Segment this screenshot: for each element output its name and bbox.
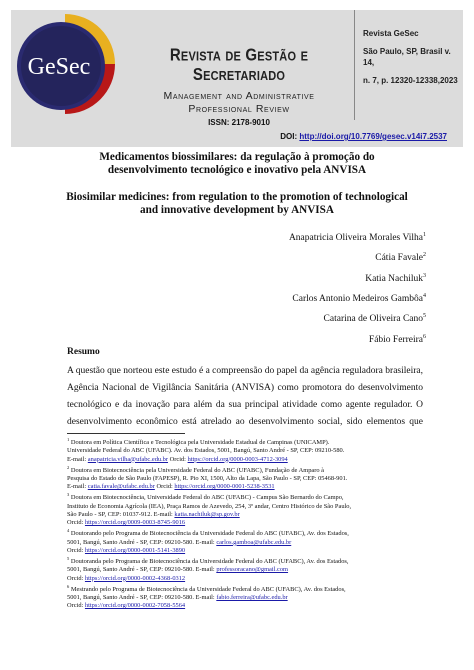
footnote-text: 5001, Bangú, Santo André - SP, CEP: 09210-580. E-mail: bbox=[67, 566, 215, 574]
abstract-line: Agência Nacional de Vigilância Sanitária (ANVISA) como promotora do desenvolvimento bbox=[67, 383, 423, 393]
doi-label: DOI: bbox=[280, 132, 298, 141]
email-link[interactable]: carlos.gamboa@ufabc.edu.br bbox=[216, 538, 292, 546]
footnotes bbox=[67, 436, 423, 611]
orcid-label: Orcid: bbox=[67, 546, 84, 554]
author-name: Katia Nachiluk bbox=[365, 273, 423, 284]
abstract-line: desenvolvimento econômico está atrelado ao desenvolvimento social, sido elementos que bbox=[67, 417, 423, 427]
footnote-text: Doutora em Política Científica e Tecnológica pela Universidade Estadual de Campinas (UNICAMP). bbox=[70, 439, 330, 447]
orcid-label: Orcid: bbox=[169, 455, 186, 463]
title-portuguese bbox=[60, 151, 414, 177]
footnote-text: Doutora em Biotecnociência, Universidade Federal do ABC (UFABC) - Campus São Bernardo do Campo, bbox=[70, 494, 344, 502]
footnote-6 bbox=[67, 583, 423, 611]
journal-subtitle-line1: Management and Administrative bbox=[163, 90, 315, 102]
orcid-link[interactable]: https://orcid.org/0000-0001-5141-3890 bbox=[84, 546, 186, 554]
footnote-text: Pesquisa do Estado de São Paulo (FAPESP), R. Pio XI, 1500, Alto da Lapa, São Paulo - SP, CEP: 05468-901. bbox=[67, 475, 348, 483]
email-link[interactable]: fabio.ferreira@ufabc.edu.br bbox=[216, 594, 288, 602]
footnote-text: E-mail: bbox=[67, 483, 87, 491]
header-divider bbox=[354, 10, 355, 120]
author bbox=[289, 329, 426, 349]
orcid-link[interactable]: https://orcid.org/0000-0002-7058-5564 bbox=[84, 602, 186, 610]
journal-meta bbox=[363, 28, 463, 93]
author-list bbox=[289, 227, 426, 349]
footnote-text: Doutora em Biotecnociência pela Universidade Federal do ABC (UFABC), Fundação de Amparo à bbox=[70, 466, 324, 474]
footnote-text: Mestrando pelo Programa de Biotecnociência da Universidade Federal do ABC (UFABC), Av. dos Estados, bbox=[70, 586, 346, 593]
footnote-text: Doutorando pelo Programa de Biotecnociência da Universidade Federal do ABC (UFABC), Av. dos Estados, bbox=[70, 530, 349, 538]
author-footnote-ref: 4 bbox=[423, 293, 426, 300]
orcid-label: Orcid: bbox=[67, 519, 84, 527]
footnote-text: Instituto de Economia Agrícola (IEA), Praça Ramos de Azevedo, 254, 3º andar, Centro Histórico de São Paulo, bbox=[67, 502, 352, 510]
footnote-text: Universidade Federal do ABC (UFABC). Av. dos Estados, 5001, Bangú, Santo André - SP, CEP: 09210-580. bbox=[67, 447, 345, 455]
footnote-separator bbox=[67, 433, 185, 434]
doi-line bbox=[280, 132, 447, 141]
email-link[interactable]: katia.nachiluk@sp.gov.br bbox=[174, 511, 240, 518]
footnote-3 bbox=[67, 491, 423, 527]
footnote-text: São Paulo - SP, CEP: 01037-912. E-mail: bbox=[67, 511, 173, 518]
footnote-number: 6 bbox=[67, 583, 70, 589]
author bbox=[289, 308, 426, 328]
orcid-link[interactable]: https://orcid.org/0000-0001-5238-3531 bbox=[174, 483, 275, 491]
footnote-number: 4 bbox=[67, 528, 70, 534]
author-name: Carlos Antonio Medeiros Gambôa bbox=[292, 294, 423, 305]
abstract-body bbox=[67, 363, 423, 431]
footnote-text: Doutoranda pelo Programa de Biotecnociência da Universidade Federal do ABC (UFABC), Av. dos Estados, bbox=[70, 558, 349, 566]
orcid-label: Orcid: bbox=[67, 602, 84, 610]
author-footnote-ref: 5 bbox=[423, 313, 426, 320]
email-link[interactable]: catia.favale@ufabc.edu.br bbox=[87, 483, 155, 491]
orcid-link[interactable]: https://orcid.org/0009-0003-8745-9016 bbox=[84, 519, 186, 527]
footnote-number: 3 bbox=[67, 492, 70, 498]
abstract-heading: Resumo bbox=[67, 347, 100, 357]
author-footnote-ref: 6 bbox=[423, 333, 426, 340]
footnote-text: 5001, Bangú, Santo André - SP, CEP: 09210-580. E-mail: bbox=[67, 594, 215, 602]
orcid-label: Orcid: bbox=[67, 574, 84, 582]
journal-title-block bbox=[123, 45, 355, 127]
author-name: Catarina de Oliveira Cano bbox=[323, 314, 423, 325]
author-footnote-ref: 2 bbox=[423, 252, 426, 259]
title-en-line: Biosimilar medicines: from regulation to the promotion of technological bbox=[66, 191, 408, 203]
journal-subtitle bbox=[123, 90, 355, 116]
author-name: Cátia Favale bbox=[375, 253, 423, 264]
doi-link[interactable]: http://doi.org/10.7769/gesec.v14i7.2537 bbox=[299, 132, 447, 141]
title-pt-line: desenvolvimento tecnológico e inovativo pela ANVISA bbox=[107, 164, 367, 176]
footnote-text: E-mail: bbox=[67, 455, 87, 463]
email-link[interactable]: professoracano@gmail.com bbox=[216, 566, 289, 574]
author-footnote-ref: 1 bbox=[423, 232, 426, 238]
author bbox=[289, 227, 426, 247]
footnote-2 bbox=[67, 464, 423, 492]
footnote-4 bbox=[67, 527, 423, 555]
author-name: Anapatricia Oliveira Morales Vilha bbox=[288, 233, 423, 244]
journal-header bbox=[11, 10, 463, 147]
issn: ISSN: 2178-9010 bbox=[208, 118, 270, 127]
author-name: Fábio Ferreira bbox=[368, 334, 423, 345]
author bbox=[289, 247, 426, 267]
abstract-line: A questão que norteou este estudo é a compreensão do papel da agência reguladora brasileira, bbox=[67, 366, 423, 376]
footnote-1 bbox=[67, 436, 423, 464]
footnote-number: 2 bbox=[67, 464, 70, 470]
journal-title: Revista de Gestão e Secretariado bbox=[169, 45, 309, 85]
email-link[interactable]: anapatricia.vilha@ufabc.edu.br bbox=[87, 455, 169, 463]
orcid-link[interactable]: https://orcid.org/0000-0002-4368-0312 bbox=[84, 574, 186, 582]
author bbox=[289, 288, 426, 308]
logo-text: GeSec bbox=[27, 54, 91, 80]
meta-journal-name: Revista GeSec bbox=[363, 29, 419, 38]
footnote-5 bbox=[67, 555, 423, 583]
meta-place: São Paulo, SP, Brasil v. 14, bbox=[363, 47, 451, 67]
title-english bbox=[60, 191, 414, 217]
abstract-line: tecnológico e da inovação para além da sua principal atividade como agente regulador. O bbox=[67, 400, 423, 410]
orcid-label: Orcid: bbox=[156, 483, 173, 491]
footnote-text: 5001, Bangú, Santo André - SP, CEP: 09210-580. E-mail: bbox=[67, 538, 215, 546]
gesec-logo bbox=[11, 10, 118, 120]
journal-subtitle-line2: Professional Review bbox=[188, 103, 290, 115]
title-en-line: and innovative development by ANVISA bbox=[140, 204, 334, 216]
author bbox=[289, 268, 426, 288]
meta-issue: n. 7, p. 12320-12338,2023 bbox=[363, 76, 458, 85]
author-footnote-ref: 3 bbox=[423, 272, 426, 279]
title-pt-line: Medicamentos biossimilares: da regulação à promoção do bbox=[99, 151, 375, 163]
footnote-number: 1 bbox=[67, 437, 70, 442]
footnote-number: 5 bbox=[67, 556, 70, 562]
orcid-link[interactable]: https://orcid.org/0000-0003-4712-3094 bbox=[187, 455, 288, 463]
